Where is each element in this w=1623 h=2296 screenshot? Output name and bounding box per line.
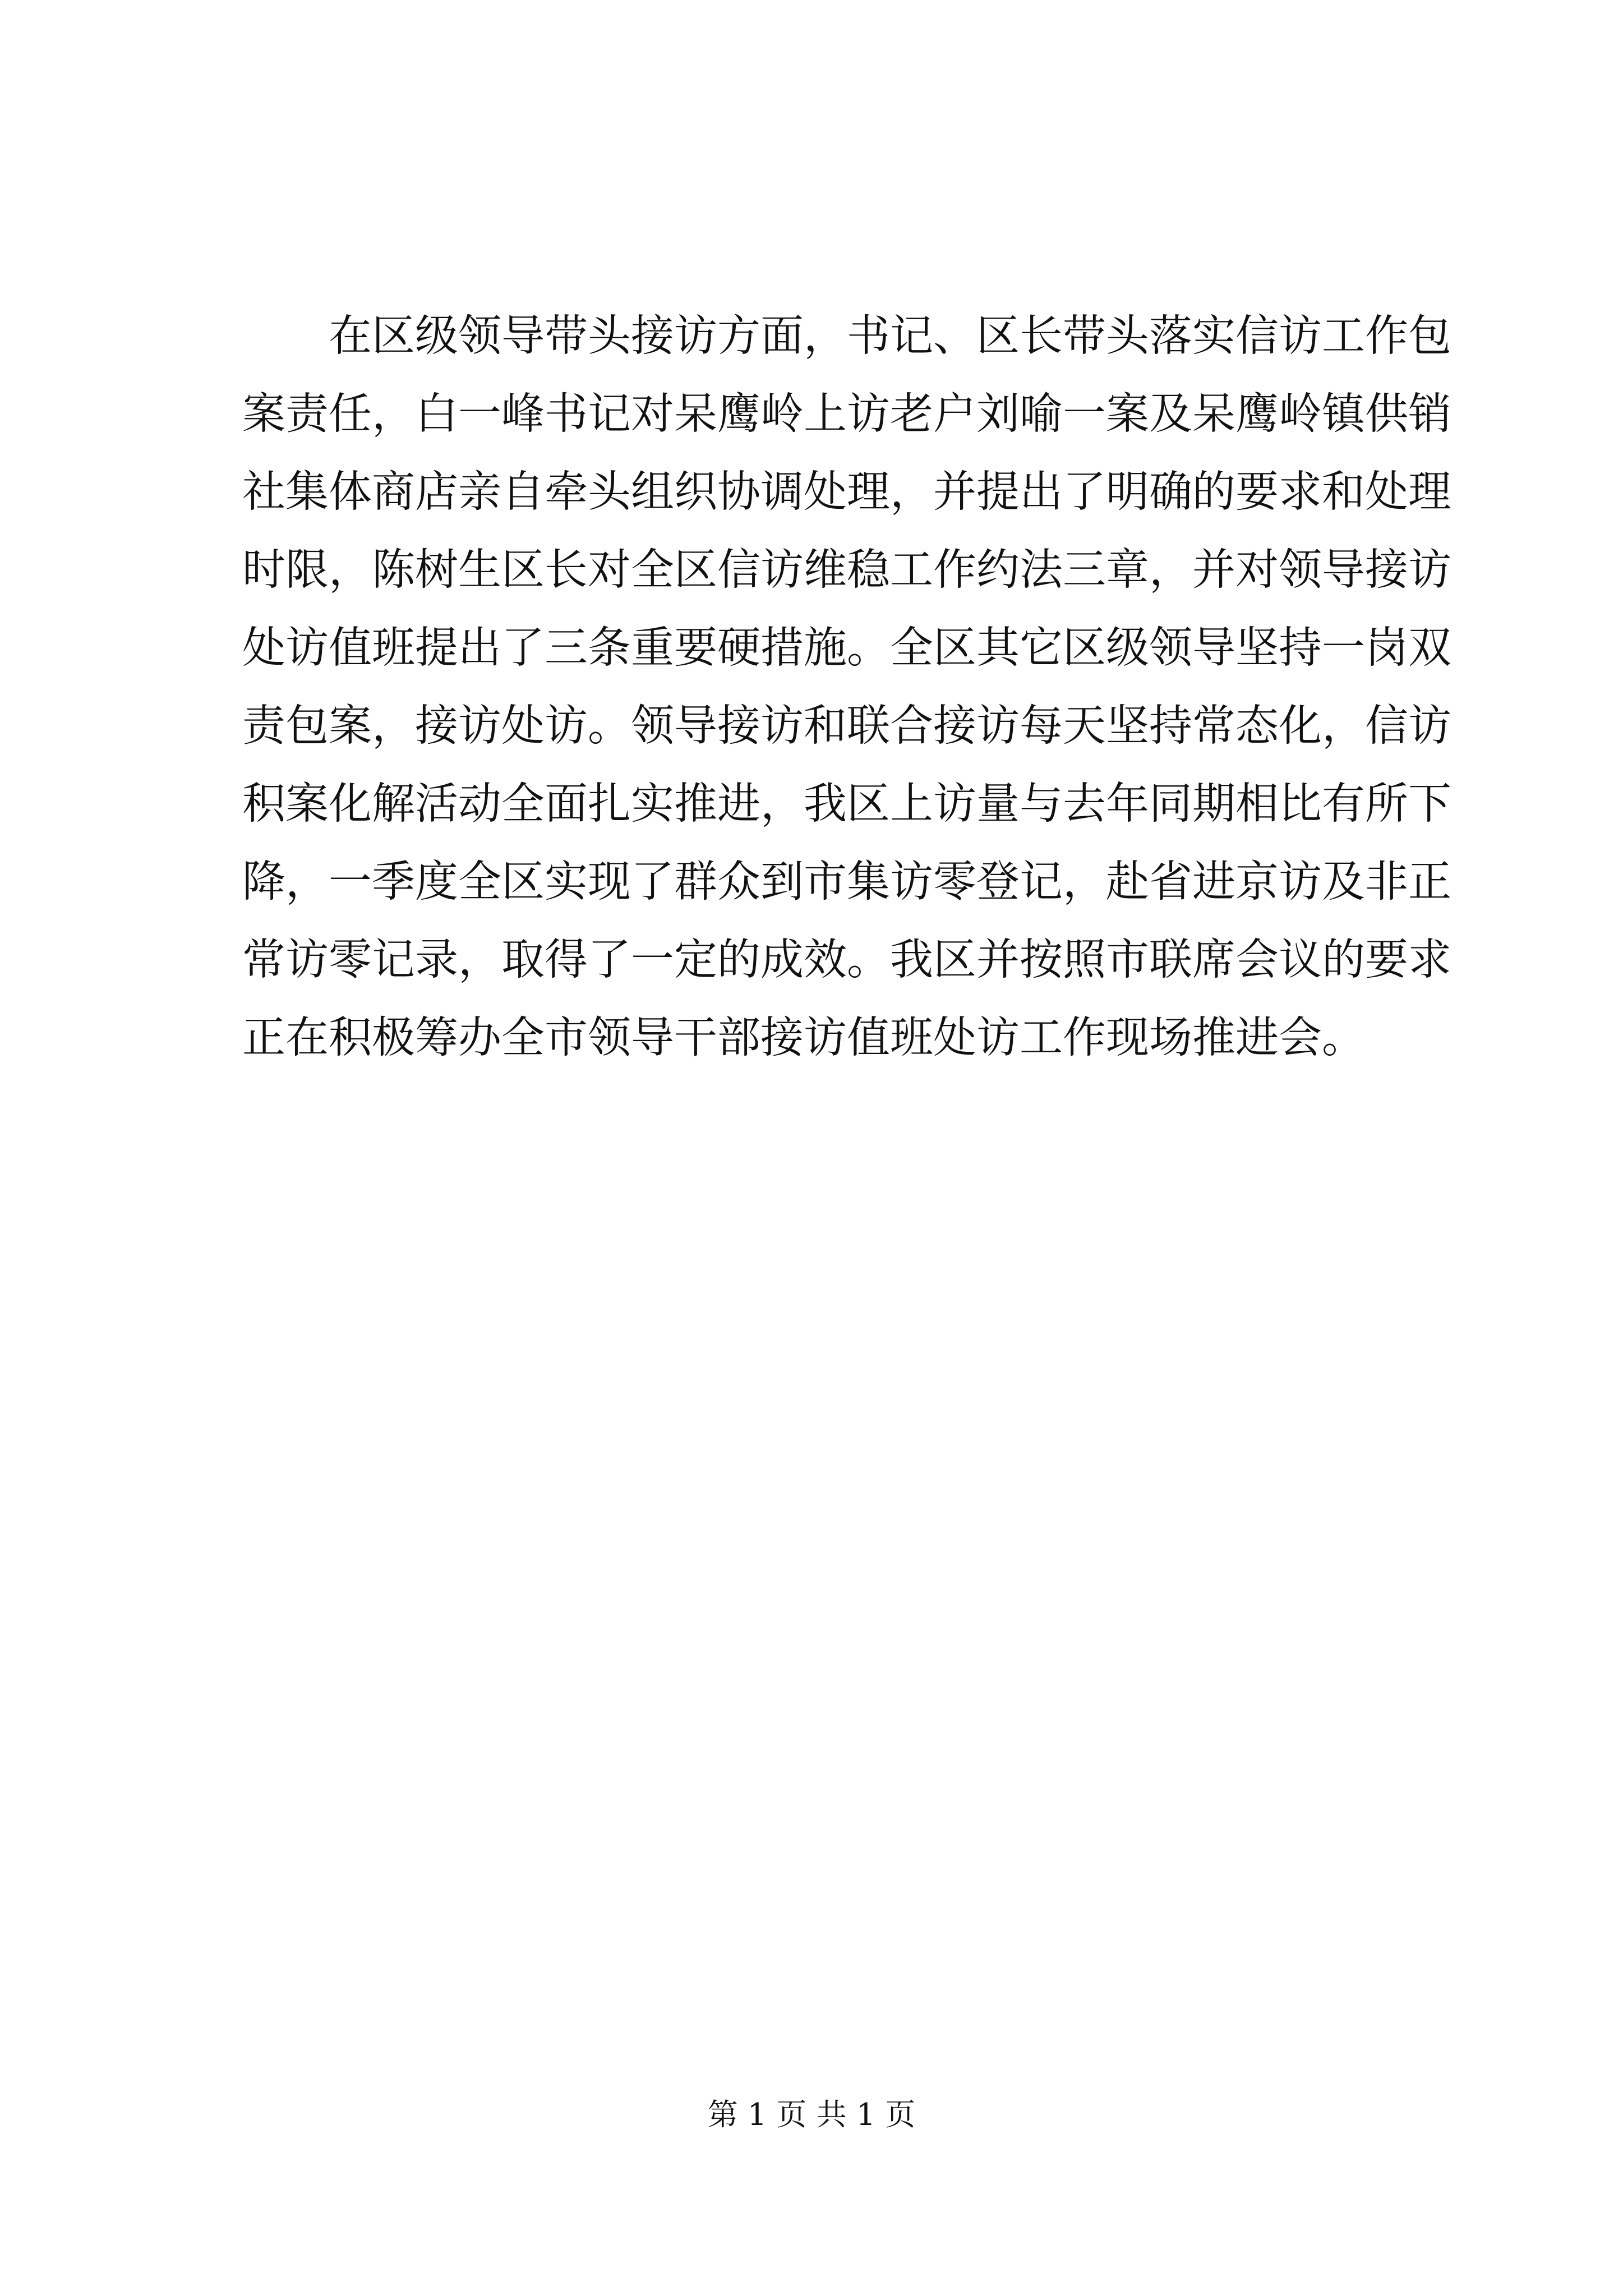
paragraph-line: 社集体商店亲自牵头组织协调处理，并提出了明确的要求和处理 <box>242 467 1451 517</box>
paragraph-line: 时限，陈树生区长对全区信访维稳工作约法三章，并对领导接访 <box>242 545 1451 595</box>
paragraph-line: 责包案，接访处访。领导接访和联合接访每天坚持常态化，信访 <box>242 701 1451 751</box>
paragraph-line: 案责任，白一峰书记对呆鹰岭上访老户刘喻一案及呆鹰岭镇供销 <box>242 389 1451 439</box>
page-footer: 第 1 页 共 1 页 <box>707 2097 916 2132</box>
paragraph-line: 降，一季度全区实现了群众到市集访零登记，赴省进京访及非正 <box>242 857 1451 907</box>
body-paragraph <box>242 297 1451 1077</box>
paragraph-line: 常访零记录，取得了一定的成效。我区并按照市联席会议的要求 <box>242 935 1451 985</box>
paragraph-line: 处访值班提出了三条重要硬措施。全区其它区级领导坚持一岗双 <box>242 623 1451 673</box>
paragraph-line: 积案化解活动全面扎实推进，我区上访量与去年同期相比有所下 <box>242 779 1451 829</box>
paragraph-line: 正在积极筹办全市领导干部接访值班处访工作现场推进会。 <box>242 1013 1365 1063</box>
paragraph-line: 在区级领导带头接访方面，书记、区长带头落实信访工作包 <box>329 311 1451 361</box>
